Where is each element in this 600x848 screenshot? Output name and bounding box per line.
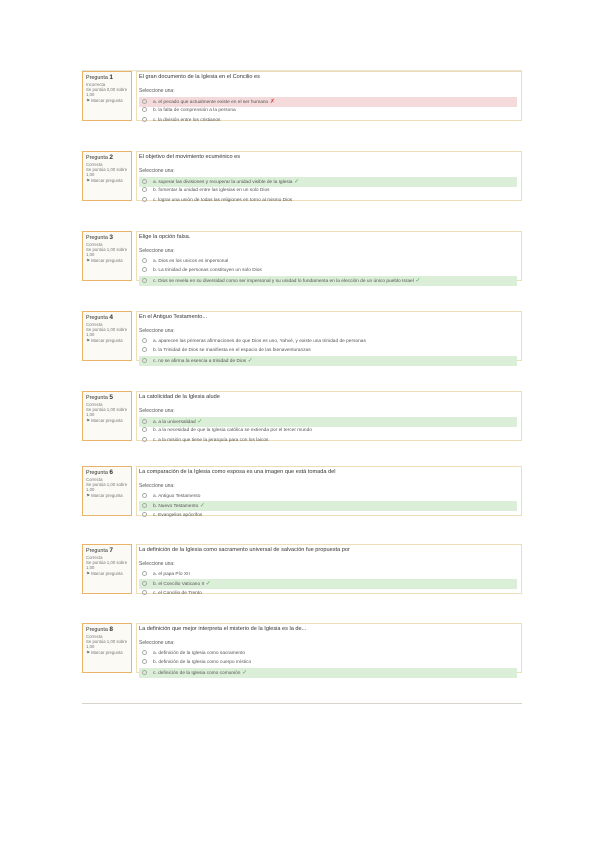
flag-question-button[interactable] — [86, 178, 128, 183]
select-one-prompt: Seleccione una: — [139, 168, 175, 174]
answer-text: c. Dios se revela en su diversidad como ser impersonal y su unidad lo fundamenta en la elección de un único pueblo Israel — [153, 279, 414, 284]
radio-button[interactable] — [142, 117, 147, 122]
question-info — [82, 151, 132, 201]
question-points: Se puntúa 1,00 sobre 1,00 — [86, 639, 128, 649]
question-info — [82, 311, 132, 361]
answer-text: b. a la necesidad de que la Iglesia católica se extienda por el tercer mundo — [153, 428, 312, 433]
answer-option[interactable] — [139, 579, 517, 589]
flag-question-button[interactable] — [86, 418, 128, 423]
select-one-prompt: Seleccione una: — [139, 640, 175, 646]
question-state: Correcta — [86, 322, 103, 327]
question-number: Pregunta 5 — [86, 394, 114, 401]
radio-button[interactable] — [142, 493, 147, 498]
flag-icon: ⚑ — [86, 338, 90, 343]
question-text: La catolicidad de la Iglesia alude — [139, 394, 220, 400]
question-block — [82, 466, 522, 516]
radio-button[interactable] — [142, 99, 147, 104]
radio-button[interactable] — [142, 347, 147, 352]
question-block — [82, 391, 522, 441]
answer-text: c. definición de la Iglesia como comunión — [153, 671, 241, 676]
question-state: Correcta — [86, 634, 103, 639]
answer-text: c. a la misión que tiene la jerarquía para con los laicos — [153, 438, 269, 443]
answer-text: a. superar las divisiones y recuperar la unidad visible de la Iglesia — [153, 180, 293, 185]
flag-question-button[interactable] — [86, 650, 128, 655]
answer-text: b. definición de la Iglesia como cuerpo místico — [153, 660, 252, 665]
question-content — [136, 151, 522, 201]
answer-option[interactable] — [139, 186, 517, 196]
radio-button[interactable] — [142, 267, 147, 272]
select-one-prompt: Seleccione una: — [139, 408, 175, 414]
question-info — [82, 71, 132, 121]
question-state: Correcta — [86, 402, 103, 407]
check-icon: ✓ — [198, 503, 205, 509]
question-info — [82, 623, 132, 673]
question-state: Correcta — [86, 242, 103, 247]
question-text: Elige la opción falsa. — [139, 234, 191, 240]
question-number: Pregunta 4 — [86, 314, 114, 321]
question-points: Se puntúa 1,00 sobre 1,00 — [86, 247, 128, 257]
flag-question-button[interactable] — [86, 338, 128, 343]
question-points: Se puntúa 1,00 sobre 1,00 — [86, 167, 128, 177]
radio-button[interactable] — [142, 107, 147, 112]
question-block — [82, 151, 522, 201]
check-icon: ✓ — [413, 278, 421, 284]
answer-text: c. lograr una unión de todas las religiones en torno al mismo Dios — [153, 198, 293, 203]
flag-icon: ⚑ — [86, 493, 90, 498]
question-info — [82, 466, 132, 516]
answer-text: a. Dios es los unicos es impersonal — [153, 259, 229, 264]
radio-button[interactable] — [142, 590, 147, 595]
answer-text: b. la Trinidad de Dios se manifiesta en el espacio de las bienaventuranzas — [153, 348, 311, 353]
question-info — [82, 544, 132, 594]
question-block — [82, 311, 522, 364]
answer-text: a. Antiguo Testamento — [153, 494, 201, 499]
radio-button[interactable] — [142, 278, 147, 283]
answer-text: a. a la universalidad — [153, 420, 196, 425]
flag-question-button[interactable] — [86, 493, 128, 498]
radio-button[interactable] — [142, 659, 147, 664]
question-number: Pregunta 8 — [86, 626, 114, 633]
answer-text: a. definición de la Iglesia como sacramento — [153, 651, 245, 656]
question-content — [136, 231, 522, 284]
check-icon: ✓ — [240, 670, 248, 676]
question-content — [136, 544, 522, 594]
question-text: La comparación de la Iglesia como esposa es una imagen que está tomada del — [139, 469, 336, 475]
flag-icon: ⚑ — [86, 571, 90, 576]
answer-option[interactable] — [139, 658, 517, 668]
flag-label: Marcar pregunta — [91, 571, 123, 576]
question-info — [82, 391, 132, 441]
question-content — [136, 311, 522, 364]
question-info — [82, 231, 132, 281]
question-content — [136, 623, 522, 676]
flag-label: Marcar pregunta — [91, 258, 123, 263]
flag-question-button[interactable] — [86, 98, 128, 103]
answer-option[interactable] — [139, 668, 517, 678]
question-points: Se puntúa 1,00 sobre 1,00 — [86, 407, 128, 417]
question-block — [82, 544, 522, 594]
question-state: Correcta — [86, 477, 103, 482]
question-points: Se puntúa 1,00 sobre 1,00 — [86, 482, 128, 492]
answer-text: b. la falta de comprensión a la persona — [153, 108, 236, 113]
answer-text: c. la división entre los cristianos — [153, 118, 221, 123]
check-icon: ✓ — [195, 419, 203, 425]
radio-button[interactable] — [142, 571, 147, 576]
select-one-prompt: Seleccione una: — [139, 483, 175, 489]
question-text: La definición de la Iglesia como sacramento universal de salvación fue propuesta por — [139, 547, 350, 553]
radio-button[interactable] — [142, 419, 147, 424]
question-text: La definición que mejor interpreta el misterio de la Iglesia es la de... — [139, 626, 307, 632]
radio-button[interactable] — [142, 179, 147, 184]
question-points: Se puntúa 1,00 sobre 1,00 — [86, 560, 128, 570]
answer-option[interactable] — [139, 196, 517, 206]
select-one-prompt: Seleccione una: — [139, 561, 175, 567]
answer-option[interactable] — [139, 266, 517, 276]
flag-label: Marcar pregunta — [91, 178, 123, 183]
flag-question-button[interactable] — [86, 258, 128, 263]
radio-button[interactable] — [142, 512, 147, 517]
radio-button[interactable] — [142, 197, 147, 202]
check-icon: ✓ — [246, 358, 253, 364]
question-number: Pregunta 6 — [86, 469, 114, 476]
bottom-divider — [82, 703, 522, 704]
question-text: En el Antiguo Testamento... — [139, 314, 207, 320]
question-state: Incorrecta — [86, 82, 106, 87]
question-number: Pregunta 7 — [86, 547, 114, 554]
question-state: Correcta — [86, 162, 103, 167]
answer-option[interactable] — [139, 426, 517, 436]
radio-button[interactable] — [142, 358, 147, 363]
answer-option[interactable] — [139, 356, 517, 366]
answer-option[interactable] — [139, 436, 517, 446]
flag-icon: ⚑ — [86, 418, 90, 423]
radio-button[interactable] — [142, 427, 147, 432]
radio-button[interactable] — [142, 258, 147, 263]
flag-icon: ⚑ — [86, 258, 90, 263]
answer-option[interactable] — [139, 106, 517, 116]
flag-icon: ⚑ — [86, 650, 90, 655]
answer-text: a. aparecen las primeras afirmaciones de que Dios es uno, Yahvé, y existe una trinidad de personas — [153, 339, 366, 344]
answer-text: a. el papa Pío XII — [153, 572, 190, 577]
question-number: Pregunta 2 — [86, 154, 114, 161]
flag-label: Marcar pregunta — [91, 650, 123, 655]
answer-option[interactable] — [139, 511, 517, 521]
answer-text: c. no se afirma la esencia a trinidad de Dios — [153, 359, 247, 364]
cross-icon: ✗ — [268, 99, 275, 105]
check-icon: ✓ — [204, 581, 211, 587]
question-content — [136, 466, 522, 516]
select-one-prompt: Seleccione una: — [139, 328, 175, 334]
question-text: El gran documento de la Iglesia en el Concilio es — [139, 74, 260, 80]
question-number: Pregunta 3 — [86, 234, 114, 241]
answer-text: a. el pecado que actualmente existe en el ser humano — [153, 100, 269, 105]
flag-question-button[interactable] — [86, 571, 128, 576]
select-one-prompt: Seleccione una: — [139, 248, 175, 254]
select-one-prompt: Seleccione una: — [139, 88, 175, 94]
radio-button[interactable] — [142, 670, 147, 675]
question-content — [136, 391, 522, 441]
flag-label: Marcar pregunta — [91, 338, 123, 343]
radio-button[interactable] — [142, 503, 147, 508]
answer-text: c. el Concilio de Trento — [153, 591, 202, 596]
flag-label: Marcar pregunta — [91, 418, 123, 423]
answer-text: b. Nuevo Testamento — [153, 504, 199, 509]
question-points: Se puntúa 0,00 sobre 1,00 — [86, 87, 128, 97]
radio-button[interactable] — [142, 338, 147, 343]
flag-label: Marcar pregunta — [91, 98, 123, 103]
answer-option[interactable] — [139, 501, 517, 511]
radio-button[interactable] — [142, 437, 147, 442]
flag-label: Marcar pregunta — [91, 493, 123, 498]
flag-icon: ⚑ — [86, 98, 90, 103]
question-points: Se puntúa 1,00 sobre 1,00 — [86, 327, 128, 337]
answer-option[interactable] — [139, 276, 517, 286]
flag-icon: ⚑ — [86, 178, 90, 183]
check-icon: ✓ — [292, 179, 300, 185]
question-state: Correcta — [86, 555, 103, 560]
question-number: Pregunta 1 — [86, 74, 114, 81]
answer-text: b. el Concilio Vaticano II — [153, 582, 205, 587]
answer-text: b. La trinidad de personas constituyen un solo Dios — [153, 268, 262, 273]
question-block — [82, 231, 522, 284]
answer-option[interactable] — [139, 116, 517, 126]
answer-text: c. Evangelios apócrifos — [153, 513, 203, 518]
radio-button[interactable] — [142, 581, 147, 586]
question-block — [82, 71, 522, 121]
question-block — [82, 623, 522, 676]
answer-text: b. fomentar la unidad entre las iglesias en un solo Dios — [153, 188, 270, 193]
answer-option[interactable] — [139, 346, 517, 356]
radio-button[interactable] — [142, 650, 147, 655]
answer-option[interactable] — [139, 589, 517, 599]
radio-button[interactable] — [142, 187, 147, 192]
question-text: El objetivo del movimiento ecuménico es — [139, 154, 241, 160]
question-content — [136, 71, 522, 121]
